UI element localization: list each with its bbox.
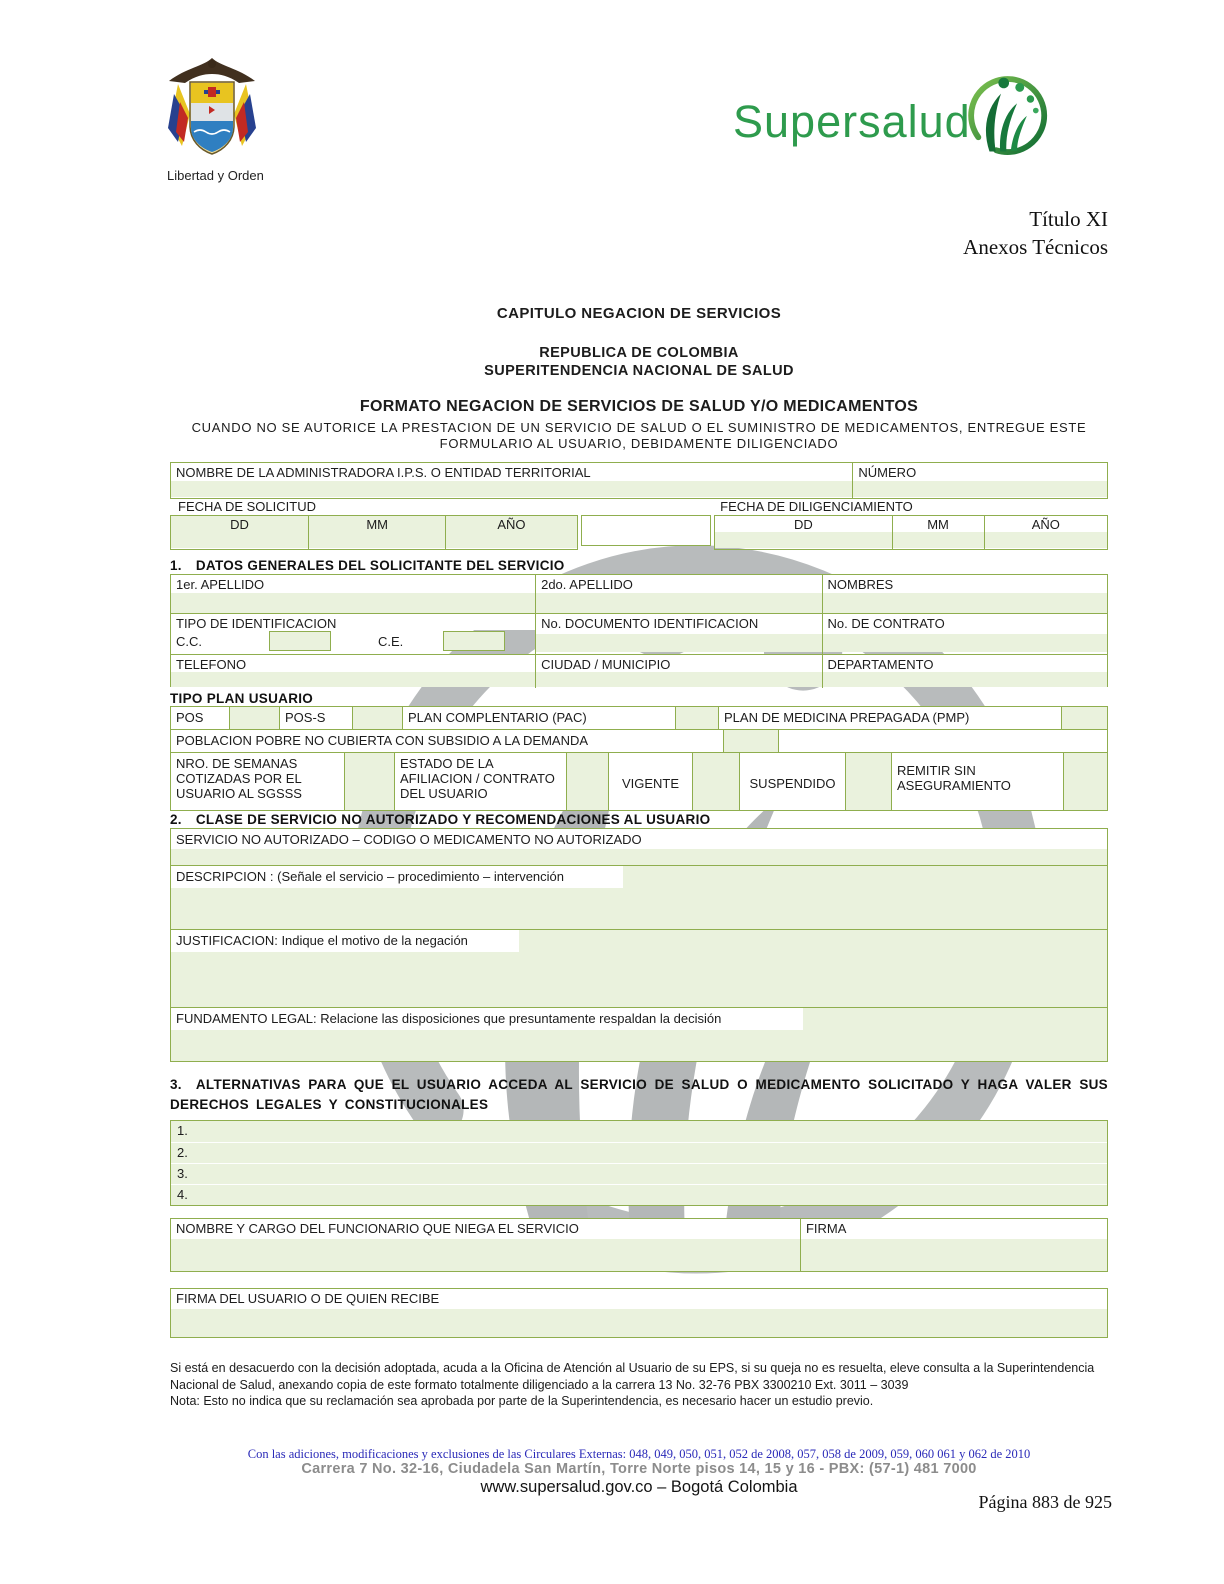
nombres-cell bbox=[822, 575, 1107, 613]
pac-checkbox[interactable] bbox=[675, 707, 718, 729]
section3-title: ALTERNATIVAS PARA QUE EL USUARIO ACCEDA AL SERVICIO DE SALUD O MEDICAMENTO SOLICITADO Y HAGA VALER SUS DERECHOS LEGALES Y CONSTITUCIONALES bbox=[170, 1077, 1108, 1112]
admin-cell bbox=[171, 463, 852, 498]
diligencia-dd-input[interactable] bbox=[715, 532, 891, 548]
nombres-input[interactable] bbox=[823, 593, 1107, 613]
cc-checkbox[interactable] bbox=[269, 631, 331, 651]
supersalud-logo-text: Supersalud bbox=[733, 96, 971, 147]
footer-website: www.supersalud.gov.co – Bogotá Colombia bbox=[480, 1478, 798, 1496]
firma-usuario-box bbox=[170, 1288, 1108, 1338]
diligencia-mm-col bbox=[892, 516, 984, 549]
tipo-id-cell bbox=[171, 614, 535, 654]
ciudad-label: CIUDAD / MUNICIPIO bbox=[536, 655, 821, 672]
dd-header: DD bbox=[171, 516, 308, 532]
contrato-input[interactable] bbox=[823, 634, 1107, 652]
diligencia-dd-col bbox=[715, 516, 891, 549]
solicitud-dd-input[interactable] bbox=[171, 532, 308, 548]
descripcion-label: DESCRIPCION : (Señale el servicio – procedimiento – intervención bbox=[171, 866, 623, 888]
solicitud-mm-input[interactable] bbox=[309, 532, 445, 548]
section1-table bbox=[170, 574, 1108, 687]
admin-numero-row bbox=[170, 462, 1108, 499]
supersalud-logo-icon bbox=[958, 66, 1053, 164]
servicio-no-autorizado-area[interactable] bbox=[171, 829, 1107, 865]
form-title: FORMATO NEGACION DE SERVICIOS DE SALUD Y/O MEDICAMENTOS bbox=[359, 398, 919, 415]
anexos-tecnicos: Anexos Técnicos bbox=[963, 235, 1108, 259]
diligencia-anio-input[interactable] bbox=[985, 532, 1107, 548]
remitir-label: REMITIR SIN ASEGURAMIENTO bbox=[891, 753, 1063, 810]
diligencia-anio-col bbox=[984, 516, 1107, 549]
pmp-label: PLAN DE MEDICINA PREPAGADA (PMP) bbox=[718, 707, 1061, 729]
firma-input[interactable] bbox=[801, 1239, 1107, 1271]
coat-caption: Libertad y Orden bbox=[167, 168, 264, 183]
apellido2-label: 2do. APELLIDO bbox=[536, 575, 821, 593]
semanas-label: NRO. DE SEMANAS COTIZADAS POR EL USUARIO AL SGSSS bbox=[171, 753, 344, 810]
apellido2-cell bbox=[535, 575, 821, 613]
apellidos-row bbox=[171, 575, 1107, 613]
vigente-label: VIGENTE bbox=[608, 753, 692, 810]
doc-id-input[interactable] bbox=[536, 634, 821, 652]
contrato-cell bbox=[822, 614, 1107, 654]
semanas-input[interactable] bbox=[344, 753, 394, 810]
poblacion-checkbox[interactable] bbox=[723, 730, 778, 752]
plan-row-1 bbox=[171, 707, 1107, 729]
republic-title: REPUBLICA DE COLOMBIA bbox=[539, 345, 739, 361]
disclaimer-line1: Si está en desacuerdo con la decisión adoptada, acuda a la Oficina de Atención al Usuario de su EPS, si su queja no es resuelta, eleve consulta a la Superintendencia bbox=[170, 1361, 1095, 1375]
firma-usuario-label: FIRMA DEL USUARIO O DE QUIEN RECIBE bbox=[171, 1289, 1107, 1309]
chapter-title: CAPITULO NEGACION DE SERVICIOS bbox=[496, 305, 782, 322]
apellido1-cell bbox=[171, 575, 535, 613]
contrato-label: No. DE CONTRATO bbox=[823, 614, 1107, 634]
titulo-xi: Título XI bbox=[1029, 207, 1108, 231]
pos-checkbox[interactable] bbox=[229, 707, 279, 729]
apellido2-input[interactable] bbox=[536, 593, 821, 613]
vigente-checkbox[interactable] bbox=[692, 753, 739, 810]
section1-header bbox=[170, 558, 1108, 573]
departamento-cell bbox=[822, 655, 1107, 688]
fecha-labels-row bbox=[170, 499, 1108, 515]
anio-header: AÑO bbox=[985, 516, 1107, 532]
section2-title: CLASE DE SERVICIO NO AUTORIZADO Y RECOMENDACIONES AL USUARIO bbox=[195, 812, 711, 827]
fundamento-label: FUNDAMENTO LEGAL: Relacione las disposiciones que presuntamente respaldan la decisión bbox=[171, 1008, 803, 1030]
justificacion-label: JUSTIFICACION: Indique el motivo de la negación bbox=[171, 930, 519, 952]
telefono-input[interactable] bbox=[171, 672, 535, 687]
page-number: Página 883 de 925 bbox=[978, 1492, 1112, 1512]
ciudad-cell bbox=[535, 655, 821, 688]
doc-id-cell bbox=[535, 614, 821, 654]
form-instruction-line1: CUANDO NO SE AUTORICE LA PRESTACION DE UN SERVICIO DE SALUD O EL SUMINISTRO DE MEDICAMENTOS, ENTREGUE ESTE bbox=[191, 420, 1087, 435]
plan-header: TIPO PLAN USUARIO bbox=[170, 691, 314, 706]
colombia-coat-of-arms bbox=[164, 54, 261, 168]
funcionario-label: NOMBRE Y CARGO DEL FUNCIONARIO QUE NIEGA EL SERVICIO bbox=[171, 1219, 800, 1239]
justificacion-area[interactable] bbox=[171, 929, 1107, 1007]
pos-s-checkbox[interactable] bbox=[352, 707, 402, 729]
plan-table bbox=[170, 706, 1108, 811]
document-title-block bbox=[963, 205, 1108, 261]
numero-cell bbox=[852, 463, 1107, 498]
identificacion-row bbox=[171, 613, 1107, 654]
estado-label: ESTADO DE LA AFILIACION / CONTRATO DEL USUARIO bbox=[394, 753, 566, 810]
dd-header: DD bbox=[715, 516, 891, 532]
apellido1-label: 1er. APELLIDO bbox=[171, 575, 535, 593]
ciudad-input[interactable] bbox=[536, 672, 821, 687]
plan-row-3 bbox=[171, 752, 1107, 810]
suspendido-label: SUSPENDIDO bbox=[739, 753, 845, 810]
plan-row-2 bbox=[171, 729, 1107, 752]
superintendencia-title: SUPERITENDENCIA NACIONAL DE SALUD bbox=[484, 363, 794, 379]
section3-header bbox=[170, 1075, 1108, 1115]
section3-number: 3. bbox=[170, 1077, 182, 1092]
diligencia-mm-input[interactable] bbox=[893, 532, 984, 548]
ce-checkbox[interactable] bbox=[443, 631, 505, 651]
firma-label: FIRMA bbox=[801, 1219, 1107, 1239]
departamento-input[interactable] bbox=[823, 672, 1107, 687]
disclaimer-line3: Nota: Esto no indica que su reclamación sea aprobada por parte de la Superintendencia, es necesario hacer un estudio previo. bbox=[170, 1394, 874, 1408]
alternative-item[interactable]: 2. bbox=[171, 1142, 1107, 1163]
suspendido-checkbox[interactable] bbox=[845, 753, 891, 810]
admin-input[interactable] bbox=[171, 481, 852, 497]
tipo-id-label: TIPO DE IDENTIFICACION bbox=[171, 614, 535, 630]
descripcion-area[interactable] bbox=[171, 865, 1107, 929]
doc-id-label: No. DOCUMENTO IDENTIFICACION bbox=[536, 614, 821, 634]
disclaimer bbox=[170, 1360, 1108, 1410]
anio-header: AÑO bbox=[446, 516, 576, 532]
firma-cell bbox=[800, 1219, 1107, 1271]
footer-address: Carrera 7 No. 32-16, Ciudadela San Martín, Torre Norte pisos 14, 15 y 16 - PBX: (57-1) 481 7000 bbox=[301, 1461, 977, 1477]
pac-label: PLAN COMPLENTARIO (PAC) bbox=[402, 707, 675, 729]
mm-header: MM bbox=[893, 516, 984, 532]
remitir-checkbox[interactable] bbox=[1063, 753, 1107, 810]
numero-label: NÚMERO bbox=[853, 463, 1107, 481]
alternative-item[interactable]: 3. bbox=[171, 1163, 1107, 1184]
section2-header bbox=[170, 812, 1108, 827]
fecha-diligenciamiento-label: FECHA DE DILIGENCIAMIENTO bbox=[720, 499, 913, 514]
solicitud-dd-col bbox=[171, 516, 308, 549]
estado-input[interactable] bbox=[566, 753, 608, 810]
solicitud-anio-col bbox=[445, 516, 576, 549]
fecha-solicitud-table bbox=[170, 515, 578, 550]
alternative-item[interactable]: 4. bbox=[171, 1184, 1107, 1205]
disclaimer-line2: Nacional de Salud, anexando copia de este formato totalmente diligenciado a la carrera 13 No. 32-76 PBX 3300210 Ext. 3011 – 3039 bbox=[170, 1377, 909, 1392]
firma-usuario-input[interactable] bbox=[171, 1309, 1107, 1337]
funcionario-firma-row bbox=[170, 1218, 1108, 1272]
fecha-solicitud-label: FECHA DE SOLICITUD bbox=[178, 499, 316, 514]
pos-label: POS bbox=[171, 707, 229, 729]
footer-circulars: Con las adiciones, modificaciones y exclusiones de las Circulares Externas: 048, 049, 050, 051, 052 de 2008, 057, 058 de 2009, 059, 060 061 y 062 de 2010 bbox=[247, 1447, 1031, 1461]
poblacion-filler bbox=[778, 730, 1107, 752]
section1-title: DATOS GENERALES DEL SOLICITANTE DEL SERVICIO bbox=[195, 558, 565, 573]
apellido1-input[interactable] bbox=[171, 593, 535, 613]
poblacion-label: POBLACION POBRE NO CUBIERTA CON SUBSIDIO A LA DEMANDA bbox=[171, 730, 723, 752]
section1-number: 1. bbox=[170, 558, 182, 573]
admin-label: NOMBRE DE LA ADMINISTRADORA I.P.S. O ENTIDAD TERRITORIAL bbox=[171, 463, 852, 481]
telefono-row bbox=[171, 654, 1107, 688]
pos-s-label: POS-S bbox=[279, 707, 352, 729]
ce-label: C.E. bbox=[373, 634, 419, 649]
funcionario-cell bbox=[171, 1219, 800, 1271]
alternative-item[interactable]: 1. bbox=[177, 1123, 188, 1138]
funcionario-input[interactable] bbox=[171, 1239, 800, 1271]
servicio-label: SERVICIO NO AUTORIZADO – CODIGO O MEDICAMENTO NO AUTORIZADO bbox=[171, 829, 1107, 849]
fundamento-legal-area[interactable] bbox=[171, 1007, 1107, 1057]
date-tables-row bbox=[170, 515, 1108, 550]
pmp-checkbox[interactable] bbox=[1061, 707, 1107, 729]
solicitud-anio-input[interactable] bbox=[446, 532, 576, 548]
date-gap-cell bbox=[581, 515, 712, 546]
section2-number: 2. bbox=[170, 812, 182, 827]
alternatives-box[interactable] bbox=[170, 1120, 1108, 1206]
fecha-diligenciamiento-table bbox=[714, 515, 1108, 550]
numero-input[interactable] bbox=[853, 481, 1107, 497]
solicitud-mm-col bbox=[308, 516, 445, 549]
form-instruction-line2: FORMULARIO AL USUARIO, DEBIDAMENTE DILIGENCIADO bbox=[439, 436, 839, 451]
cc-label: C.C. bbox=[171, 634, 223, 649]
telefono-cell bbox=[171, 655, 535, 688]
section2-box bbox=[170, 828, 1108, 1062]
telefono-label: TELEFONO bbox=[171, 655, 535, 672]
mm-header: MM bbox=[309, 516, 445, 532]
nombres-label: NOMBRES bbox=[823, 575, 1107, 593]
departamento-label: DEPARTAMENTO bbox=[823, 655, 1107, 672]
